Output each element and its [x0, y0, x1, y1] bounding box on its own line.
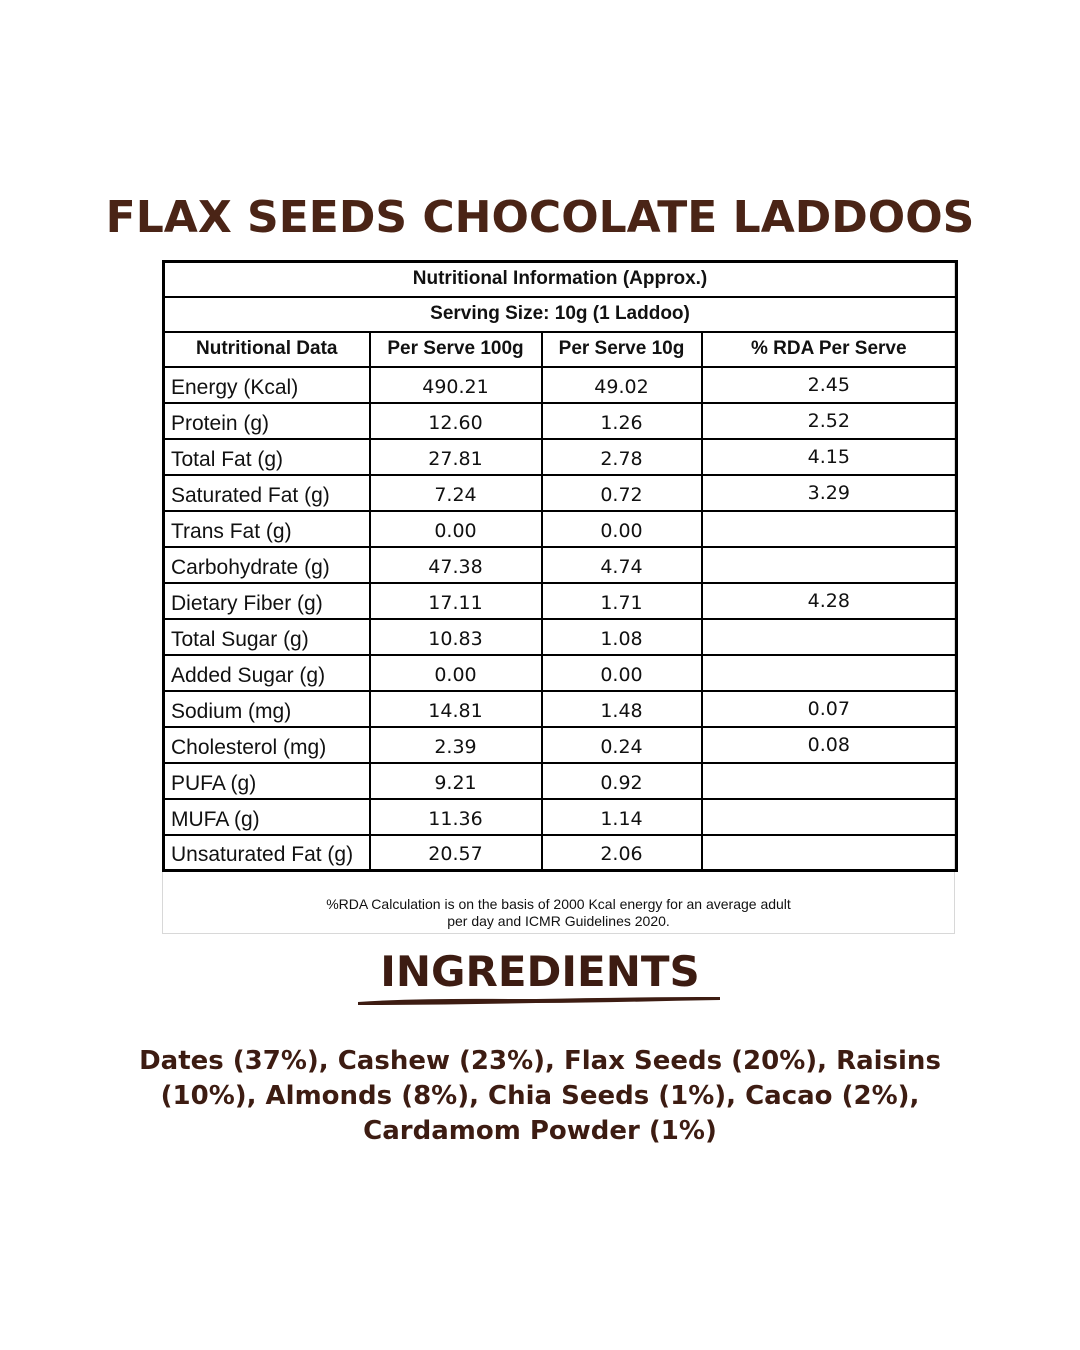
table-row	[164, 367, 957, 403]
table-row	[164, 835, 957, 871]
rda-value: 3.29	[702, 475, 957, 511]
rda-note	[162, 896, 955, 930]
table-row	[164, 439, 957, 475]
rda-value: 0.07	[702, 691, 957, 727]
table-row	[164, 619, 957, 655]
per-100g-value: 17.11	[370, 583, 542, 619]
nutrient-name: PUFA (g)	[164, 763, 370, 799]
nutrient-name: Added Sugar (g)	[164, 655, 370, 691]
per-10g-value: 49.02	[542, 367, 702, 403]
per-10g-value: 4.74	[542, 547, 702, 583]
per-10g-value: 2.78	[542, 439, 702, 475]
nutrient-name: Unsaturated Fat (g)	[164, 835, 370, 871]
nutrient-name: Total Fat (g)	[164, 439, 370, 475]
nutrition-table	[162, 260, 958, 872]
table-heading: Nutritional Information (Approx.)	[164, 262, 957, 297]
ingredients-list	[130, 1044, 950, 1149]
column-header-per-100g: Per Serve 100g	[370, 332, 542, 367]
per-100g-value: 2.39	[370, 727, 542, 763]
ingredients-line2: (10%), Almonds (8%), Chia Seeds (1%), Cacao (2%),	[160, 1081, 920, 1111]
per-10g-value: 1.71	[542, 583, 702, 619]
nutrient-name: Protein (g)	[164, 403, 370, 439]
rda-note-line1: %RDA Calculation is on the basis of 2000 Kcal energy for an average adult	[326, 896, 791, 912]
per-100g-value: 11.36	[370, 799, 542, 835]
per-100g-value: 490.21	[370, 367, 542, 403]
table-row	[164, 763, 957, 799]
rda-value: 2.45	[702, 367, 957, 403]
rda-value	[702, 799, 957, 835]
nutrient-name: Sodium (mg)	[164, 691, 370, 727]
per-100g-value: 47.38	[370, 547, 542, 583]
per-10g-value: 1.08	[542, 619, 702, 655]
table-row	[164, 655, 957, 691]
rda-value: 4.15	[702, 439, 957, 475]
nutrient-name: Trans Fat (g)	[164, 511, 370, 547]
per-10g-value: 0.72	[542, 475, 702, 511]
ingredients-line3: Cardamom Powder (1%)	[363, 1116, 717, 1146]
rda-value	[702, 619, 957, 655]
per-100g-value: 20.57	[370, 835, 542, 871]
table-row	[164, 691, 957, 727]
rda-value: 4.28	[702, 583, 957, 619]
serving-size: Serving Size: 10g (1 Laddoo)	[164, 297, 957, 332]
table-row	[164, 403, 957, 439]
rda-value: 0.08	[702, 727, 957, 763]
nutrient-name: Energy (Kcal)	[164, 367, 370, 403]
rda-note-line2: per day and ICMR Guidelines 2020.	[447, 913, 670, 929]
table-row	[164, 475, 957, 511]
per-10g-value: 0.24	[542, 727, 702, 763]
table-row	[164, 799, 957, 835]
per-10g-value: 0.92	[542, 763, 702, 799]
nutrient-name: Total Sugar (g)	[164, 619, 370, 655]
nutrient-name: Saturated Fat (g)	[164, 475, 370, 511]
nutrient-name: Cholesterol (mg)	[164, 727, 370, 763]
table-row	[164, 547, 957, 583]
per-100g-value: 10.83	[370, 619, 542, 655]
table-row	[164, 727, 957, 763]
per-10g-value: 2.06	[542, 835, 702, 871]
per-10g-value: 0.00	[542, 511, 702, 547]
nutrient-name: Dietary Fiber (g)	[164, 583, 370, 619]
rda-value: 2.52	[702, 403, 957, 439]
per-100g-value: 9.21	[370, 763, 542, 799]
per-10g-value: 0.00	[542, 655, 702, 691]
rda-value	[702, 763, 957, 799]
rda-value	[702, 511, 957, 547]
ingredients-title: INGREDIENTS	[380, 947, 700, 996]
per-10g-value: 1.48	[542, 691, 702, 727]
nutrient-name: MUFA (g)	[164, 799, 370, 835]
per-100g-value: 0.00	[370, 511, 542, 547]
product-title: FLAX SEEDS CHOCOLATE LADDOOS	[105, 192, 975, 243]
column-header-per-10g: Per Serve 10g	[542, 332, 702, 367]
ingredients-line1: Dates (37%), Cashew (23%), Flax Seeds (20%), Raisins	[139, 1046, 941, 1076]
rda-value	[702, 547, 957, 583]
per-100g-value: 14.81	[370, 691, 542, 727]
rda-value	[702, 835, 957, 871]
per-100g-value: 7.24	[370, 475, 542, 511]
per-100g-value: 12.60	[370, 403, 542, 439]
per-10g-value: 1.14	[542, 799, 702, 835]
table-row	[164, 511, 957, 547]
rda-value	[702, 655, 957, 691]
column-header-nutritional-data: Nutritional Data	[164, 332, 370, 367]
per-100g-value: 27.81	[370, 439, 542, 475]
nutrient-name: Carbohydrate (g)	[164, 547, 370, 583]
per-10g-value: 1.26	[542, 403, 702, 439]
brush-underline	[356, 994, 722, 1008]
table-row	[164, 583, 957, 619]
per-100g-value: 0.00	[370, 655, 542, 691]
column-header-rda: % RDA Per Serve	[702, 332, 957, 367]
